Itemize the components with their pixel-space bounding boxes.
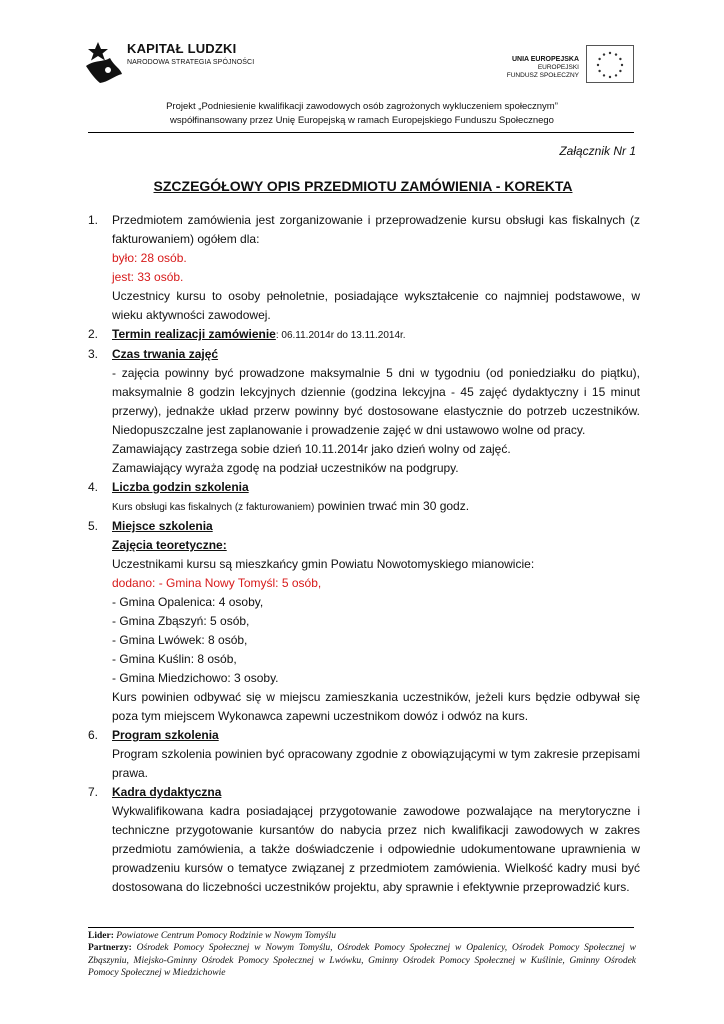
item-6-heading: Program szkolenia bbox=[112, 728, 219, 742]
footer-partners: Partnerzy: Ośrodek Pomocy Społecznej w Nowym Tomyślu, Ośrodek Pomocy Społecznej w Opalenicy, Ośrodek Pomocy Społecznej w Zbąszyniu, Miejsko-Gminny Ośrodek Pomocy Społecznej w Lwówku, Gminny Ośrodek Pomocy Społecznej w Kuślinie, Gminny Ośrodek Pomocy Społecznej w Miedzichowie bbox=[88, 943, 636, 978]
annex-label: Załącznik Nr 1 bbox=[559, 144, 636, 158]
eu-label: UNIA EUROPEJSKA EUROPEJSKI FUNDUSZ SPOŁECZNY bbox=[506, 56, 579, 79]
item-5-note: Kurs powinien odbywać się w miejscu zamieszkania uczestników, jeżeli kurs będzie odbywał się poza tym miejscem Wykonawca zapewni uczestnikom dowóz i odwóz na kurs. bbox=[112, 690, 640, 723]
footer-leader: Lider: Powiatowe Centrum Pomocy Rodzinie w Nowym Tomyślu bbox=[88, 931, 336, 941]
item-1-was: było: 28 osób. bbox=[112, 251, 187, 265]
document-body bbox=[84, 211, 640, 897]
gmina-lwowek: - Gmina Lwówek: 8 osób, bbox=[112, 633, 248, 647]
gmina-miedzichowo: - Gmina Miedzichowo: 3 osoby. bbox=[112, 671, 279, 685]
footer-divider bbox=[88, 927, 634, 928]
list-item-2: 2. Termin realizacji zamówienie: 06.11.2014r do 13.11.2014r. bbox=[88, 327, 406, 341]
item-1-is: jest: 33 osób. bbox=[112, 270, 184, 284]
list-item-3: 3. Czas trwania zajęć - zajęcia powinny być prowadzone maksymalnie 5 dni w tygodniu (od poniedziałku do piątku), maksymalnie 8 godzin lekcyjnych dziennie (godzina lekcyjna - 45 zajęć dydaktyczny i 15 minut przerwy), jednakże układ przerw powinny być dostosowane elastycznie do potrzeb uczestników. Niedopuszczalne jest zaplanowanie i prowadzenie zajęć w dni ustawowo wolne od pracy. Zamawiający zastrzega sobie dzień 10.11.2014r jako dzień wolny od zajęć. Zamawiający wyraża zgodę na podział uczestników na podgrupy. bbox=[84, 345, 640, 478]
list-item-4: 4. Liczba godzin szkolenia Kurs obsługi kas fiskalnych (z fakturowaniem) powinien trwać min 30 godz. bbox=[88, 480, 470, 513]
item-7-text: Wykwalifikowana kadra posiadającej przygotowanie zawodowe pozwalające na merytoryczne i techniczne przygotowanie kursantów do nabycia przez nich kwalifikacji zawodowych w zakres przedmiotu zamówienia, a także doświadczenie i odpowiednie udokumentowane uprawnienia w prowadzeniu kursów o tematyce związanej z przedmiotem zamówienia. Wielkość kadry musi być dostosowana do liczebności uczestników projektu, aby sprawnie i efektywnie przeprowadzić kurs. bbox=[112, 804, 640, 894]
item-3-p3: Zamawiający wyraża zgodę na podział uczestników na podgrupy. bbox=[112, 461, 459, 475]
gmina-zbaszyn: - Gmina Zbąszyń: 5 osób, bbox=[112, 614, 250, 628]
list-item-7: 7. Kadra dydaktyczna Wykwalifikowana kadra posiadającej przygotowanie zawodowe pozwalające na merytoryczne i techniczne przygotowanie kursantów do nabycia przez nich kwalifikacji zawodowych w zakres przedmiotu zamówienia, a także doświadczenie i odpowiednie udokumentowane uprawnienia w prowadzeniu kursów o tematyce związanej z przedmiotem zamówienia. Wielkość kadry musi być dostosowana do liczebności uczestników projektu, aby sprawnie i efektywnie przeprowadzić kurs. bbox=[84, 783, 640, 897]
item-4-text-small: Kurs obsługi kas fiskalnych (z fakturowaniem) bbox=[112, 502, 315, 513]
item-2-text: : 06.11.2014r do 13.11.2014r. bbox=[275, 330, 406, 341]
list-item-6: 6. Program szkolenia Program szkolenia powinien być opracowany zgodnie z obowiązującymi w tym zakresie przepisami prawa. bbox=[84, 726, 640, 783]
item-6-text: Program szkolenia powinien być opracowany zgodnie z obowiązującymi w tym zakresie przepisami prawa. bbox=[112, 747, 640, 780]
item-7-heading: Kadra dydaktyczna bbox=[112, 785, 222, 799]
item-2-heading: Termin realizacji zamówienie bbox=[112, 327, 276, 341]
document-title: SZCZEGÓŁOWY OPIS PRZEDMIOTU ZAMÓWIENIA - KOREKTA bbox=[153, 178, 573, 194]
kapital-ludzki-logo-icon bbox=[84, 40, 124, 84]
item-5-heading: Miejsce szkolenia bbox=[112, 519, 213, 533]
list-item-5: 5. Miejsce szkolenia Zajęcia teoretyczne: Uczestnikami kursu są mieszkańcy gmin Powiatu Nowotomyskiego mianowicie: dodano: - Gmina Nowy Tomyśl: 5 osób, - Gmina Opalenica: 4 osoby, - Gmina Zbąszyń: 5 osób, - Gmina Lwówek: 8 osób, - Gmina Kuślin: 8 osób, - Gmina Miedzichowo: 3 osoby. Kurs powinien odbywać się w miejscu zamieszkania uczestników, jeżeli kurs będzie odbywał się poza tym miejscem Wykonawca zapewni uczestnikom dowóz i odwóz na kurs. bbox=[84, 517, 640, 726]
item-4-text: powinien trwać min 30 godz. bbox=[314, 499, 470, 513]
item-1-participants: Uczestnicy kursu to osoby pełnoletnie, posiadające wykształcenie co najmniej podstawowe, w wieku aktywności zawodowej. bbox=[112, 289, 640, 322]
gmina-kuslin: - Gmina Kuślin: 8 osób, bbox=[112, 652, 237, 666]
item-5-added: dodano: - Gmina Nowy Tomyśl: 5 osób, bbox=[112, 576, 322, 590]
item-3-p2: Zamawiający zastrzega sobie dzień 10.11.2014r jako dzień wolny od zajęć. bbox=[112, 442, 511, 456]
list-item-1: 1. Przedmiotem zamówienia jest zorganizowanie i przeprowadzenie kursu obsługi kas fiskalnych (z fakturowaniem) ogółem dla: było: 28 osób. jest: 33 osób. Uczestnicy kursu to osoby pełnoletnie, posiadające wykształcenie co najmniej podstawowe, w wieku aktywności zawodowej. bbox=[84, 211, 640, 325]
gmina-opalenica: - Gmina Opalenica: 4 osoby, bbox=[112, 595, 264, 609]
item-3-p1: - zajęcia powinny być prowadzone maksymalnie 5 dni w tygodniu (od poniedziałku do piątku), maksymalnie 8 godzin lekcyjnych dziennie (godzina lekcyjna - 45 zajęć dydaktyczny i 15 minut przerwy), jednakże układ przerw powinny być dostosowane elastycznie do potrzeb uczestników. Niedopuszczalne jest zaplanowanie i prowadzenie zajęć w dni ustawowo wolne od pracy. bbox=[112, 366, 640, 437]
eu-flag-icon bbox=[586, 45, 634, 83]
item-5-intro: Uczestnikami kursu są mieszkańcy gmin Powiatu Nowotomyskiego mianowicie: bbox=[112, 557, 535, 571]
kapital-ludzki-title: KAPITAŁ LUDZKI bbox=[127, 41, 237, 56]
header-divider bbox=[88, 132, 634, 133]
kapital-ludzki-subtitle: NARODOWA STRATEGIA SPÓJNOŚCI bbox=[127, 59, 255, 66]
item-1-text: Przedmiotem zamówienia jest zorganizowanie i przeprowadzenie kursu obsługi kas fiskalnych (z fakturowaniem) ogółem dla: bbox=[112, 213, 640, 246]
item-4-heading: Liczba godzin szkolenia bbox=[112, 480, 249, 494]
footer bbox=[88, 930, 636, 979]
item-5-subheading: Zajęcia teoretyczne: bbox=[112, 538, 227, 552]
project-description: Projekt „Podniesienie kwalifikacji zawodowych osób zagrożonych wykluczeniem społecznym” współfinansowany przez Unię Europejską w ramach Europejskiego Funduszu Społecznego bbox=[166, 101, 558, 126]
item-3-heading: Czas trwania zajęć bbox=[112, 347, 219, 361]
